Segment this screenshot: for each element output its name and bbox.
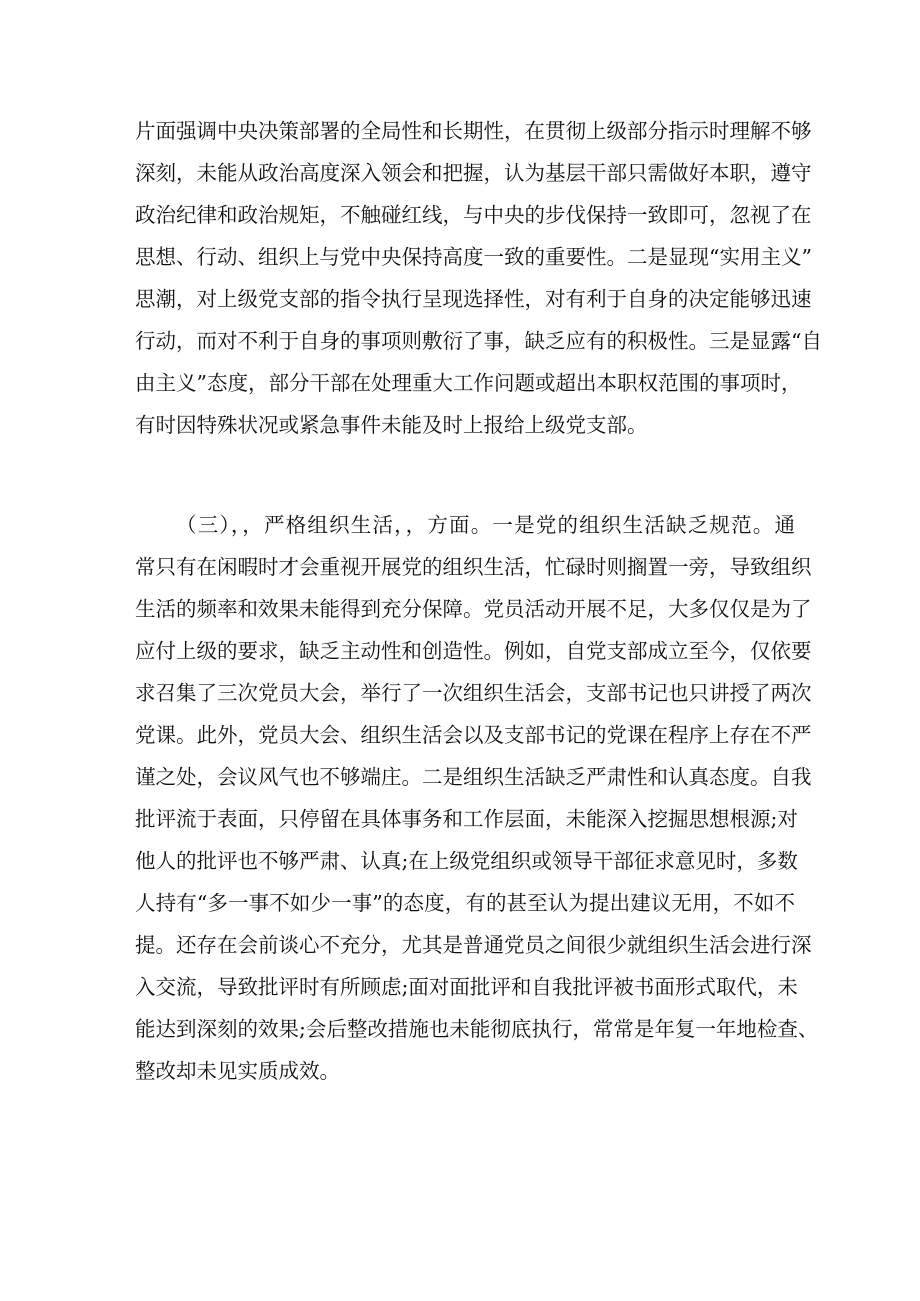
text-line: 能达到深刻的效果;会后整改措施也未能彻底执行，常常是年复一年地检查、 (135, 1017, 819, 1041)
text-line: 思想、行动、组织上与党中央保持高度一致的重要性。二是显现“实用主义” (135, 245, 812, 269)
text-line: 生活的频率和效果未能得到充分保障。党员活动开展不足，大多仅仅是为了 (135, 597, 812, 621)
text-line: 思潮，对上级党支部的指令执行呈现选择性，对有利于自身的决定能够迅速 (135, 287, 812, 311)
text-line: 应付上级的要求，缺乏主动性和创造性。例如，自党支部成立至今，仅依要 (135, 639, 812, 663)
text-line: 由主义”态度，部分干部在处理重大工作问题或超出本职权范围的事项时， (135, 371, 802, 395)
text-line: 他人的批评也不够严肃、认真;在上级党组织或领导干部征求意见时，多数 (135, 849, 798, 873)
text-line: 党课。此外，党员大会、组织生活会以及支部书记的党课在程序上存在不严 (135, 723, 812, 747)
text-line: 人持有“多一事不如少一事”的态度，有的甚至认为提出建议无用，不如不 (135, 891, 795, 915)
text-line: 片面强调中央决策部署的全局性和长期性，在贯彻上级部分指示时理解不够 (135, 119, 812, 143)
text-line: 整改却未见实质成效。 (135, 1059, 340, 1083)
text-line: （三），，严格组织生活，，方面。一是党的组织生活缺乏规范。通 (176, 513, 795, 537)
text-line: 入交流，导致批评时有所顾虑;面对面批评和自我批评被书面形式取代，未 (135, 975, 798, 999)
text-line: 深刻，未能从政治高度深入领会和把握，认为基层干部只需做好本职，遵守 (135, 161, 812, 185)
text-line: 谨之处，会议风气也不够端庄。二是组织生活缺乏严肃性和认真态度。自我 (135, 765, 812, 789)
paragraph-1 (135, 110, 822, 446)
text-line: 行动，而对不利于自身的事项则敷衍了事，缺乏应有的积极性。三是显露“自 (135, 329, 822, 353)
text-line: 提。还存在会前谈心不充分，尤其是普通党员之间很少就组织生活会进行深 (135, 933, 812, 957)
text-line: 有时因特殊状况或紧急事件未能及时上报给上级党支部。 (135, 413, 648, 437)
text-line: 常只有在闲暇时才会重视开展党的组织生活，忙碌时则搁置一旁，导致组织 (135, 555, 812, 579)
paragraph-2 (135, 504, 819, 1092)
text-line: 政治纪律和政治规矩，不触碰红线，与中央的步伐保持一致即可，忽视了在 (135, 203, 812, 227)
text-line: 批评流于表面，只停留在具体事务和工作层面，未能深入挖掘思想根源;对 (135, 807, 798, 831)
text-line: 求召集了三次党员大会，举行了一次组织生活会，支部书记也只讲授了两次 (135, 681, 812, 705)
